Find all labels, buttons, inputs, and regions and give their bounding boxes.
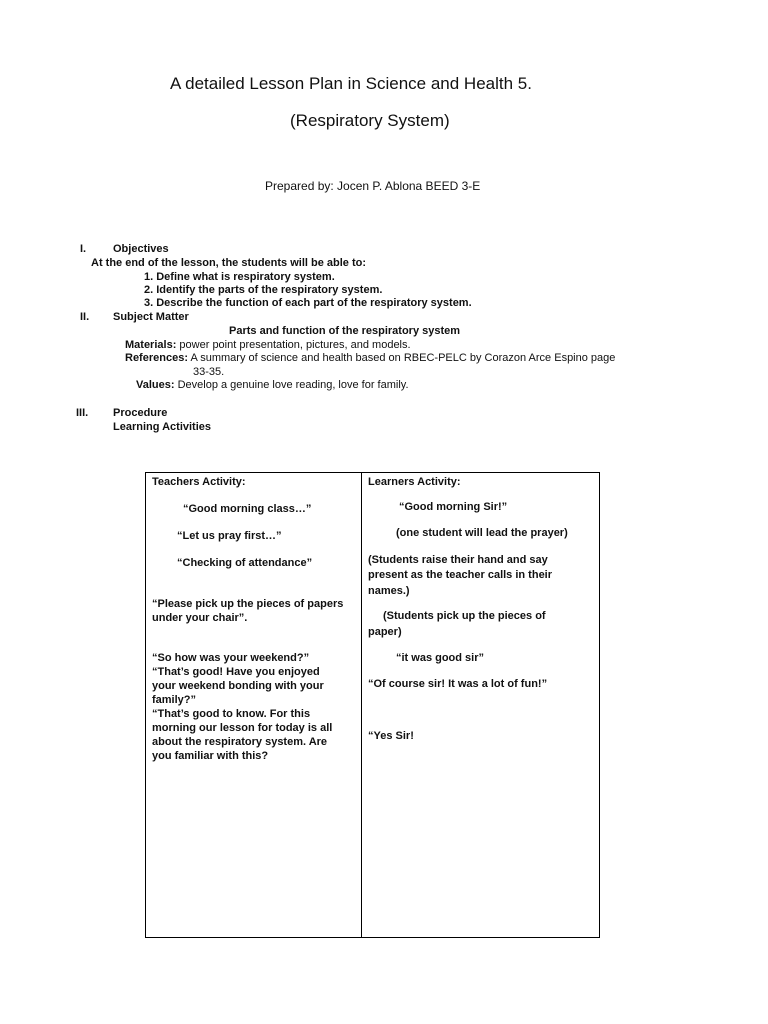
values-line [136, 379, 409, 391]
teacher-line: “That’s good! Have you enjoyed [152, 666, 320, 678]
teacher-line: “Please pick up the pieces of papers [152, 598, 344, 610]
objectives-intro: At the end of the lesson, the students will be able to: [91, 257, 367, 269]
teacher-line: you familiar with this? [152, 750, 269, 762]
teacher-line: “That’s good to know. For this [152, 708, 311, 720]
values-label: Values: [136, 379, 175, 391]
materials-value: power point presentation, pictures, and models. [179, 339, 411, 351]
learner-line: paper) [368, 626, 402, 638]
references-pages: 33-35. [193, 366, 225, 378]
teacher-line: about the respiratory system. Are [152, 736, 328, 748]
activities-table [145, 472, 600, 938]
values-value: Develop a genuine love reading, love for family. [177, 379, 409, 391]
subject-matter-numeral: II. [80, 311, 90, 323]
learning-activities-heading: Learning Activities [113, 421, 212, 433]
learner-line: (Students pick up the pieces of [383, 610, 546, 622]
procedure-numeral: III. [76, 407, 89, 419]
subject-matter-topic: Parts and function of the respiratory system [229, 325, 461, 337]
document-subtitle: (Respiratory System) [290, 111, 450, 130]
learner-line: “Yes Sir! [368, 730, 414, 742]
subject-matter-heading: Subject Matter [113, 311, 189, 323]
references-label: References: [125, 352, 188, 364]
learner-line: (Students raise their hand and say [368, 554, 548, 566]
objective-item: 3. Describe the function of each part of the respiratory system. [144, 297, 472, 309]
teacher-line: morning our lesson for today is all [152, 722, 333, 734]
materials-line [125, 339, 411, 351]
teacher-line: “So how was your weekend?” [152, 652, 310, 664]
objective-item: 1. Define what is respiratory system. [144, 271, 335, 283]
teacher-line: family?” [152, 694, 197, 706]
learner-line: “Good morning Sir!” [399, 501, 508, 513]
document-title: A detailed Lesson Plan in Science and Health 5. [170, 74, 532, 93]
teacher-line: your weekend bonding with your [152, 680, 324, 692]
learners-activity-header: Learners Activity: [368, 476, 461, 488]
objectives-numeral: I. [80, 243, 87, 255]
learner-line: names.) [368, 585, 410, 597]
learner-line: “Of course sir! It was a lot of fun!” [368, 678, 548, 690]
materials-label: Materials: [125, 339, 177, 351]
prepared-by: Prepared by: Jocen P. Ablona BEED 3-E [265, 179, 481, 193]
learner-line: (one student will lead the prayer) [396, 527, 568, 539]
teacher-line: “Checking of attendance” [177, 557, 313, 569]
teacher-line: “Let us pray first…” [177, 530, 282, 542]
teacher-line: under your chair”. [152, 612, 248, 624]
references-line [125, 352, 615, 364]
objective-item: 2. Identify the parts of the respiratory system. [144, 284, 383, 296]
learner-line: “it was good sir” [396, 652, 485, 664]
learner-line: present as the teacher calls in their [368, 569, 553, 581]
teacher-line: “Good morning class…” [183, 503, 312, 515]
teachers-activity-header: Teachers Activity: [152, 476, 246, 488]
references-value: A summary of science and health based on RBEC-PELC by Corazon Arce Espino page [190, 352, 616, 364]
objectives-heading: Objectives [113, 243, 169, 255]
procedure-heading: Procedure [113, 407, 168, 419]
table-divider [361, 473, 362, 937]
